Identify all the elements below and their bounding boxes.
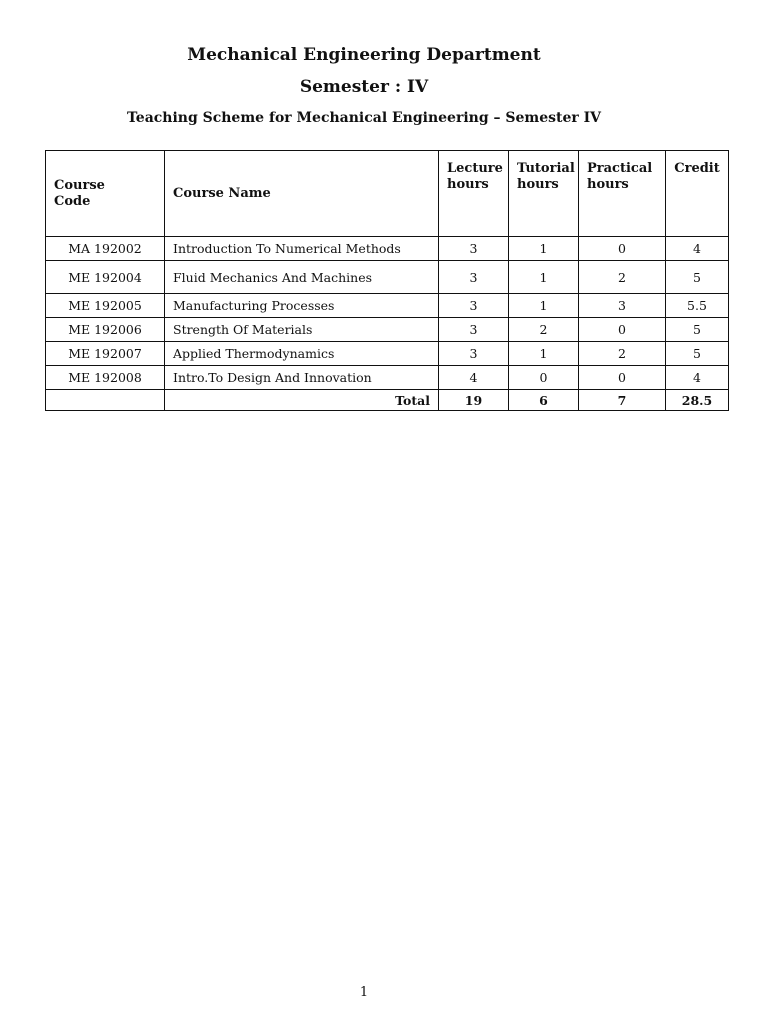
tutorial-hours: 1 [509, 261, 579, 294]
header-course-code-line2: Code [54, 193, 91, 209]
course-name: Manufacturing Processes [165, 294, 439, 318]
table-row [46, 366, 729, 390]
lecture-hours: 4 [439, 366, 509, 390]
header-lecture-line1: Lecture [447, 161, 503, 176]
tutorial-hours: 0 [509, 366, 579, 390]
table-row [46, 237, 729, 261]
department-title: Mechanical Engineering Department [187, 45, 541, 65]
course-code: ME 192005 [46, 294, 165, 318]
table-row [46, 261, 729, 294]
header-practical-hours [579, 151, 666, 237]
tutorial-hours: 1 [509, 342, 579, 366]
total-row [46, 390, 729, 411]
credit: 5 [666, 342, 729, 366]
total-empty-cell [46, 390, 165, 411]
header-tutorial-line2: hours [517, 177, 559, 192]
practical-hours: 0 [579, 366, 666, 390]
credit: 5 [666, 318, 729, 342]
header-course-name: Course Name [165, 151, 439, 237]
lecture-hours: 3 [439, 342, 509, 366]
course-code: ME 192004 [46, 261, 165, 294]
lecture-hours: 3 [439, 237, 509, 261]
lecture-hours: 3 [439, 261, 509, 294]
tutorial-hours: 1 [509, 294, 579, 318]
practical-hours: 0 [579, 237, 666, 261]
course-name: Strength Of Materials [165, 318, 439, 342]
page-number: 1 [359, 985, 369, 1000]
lecture-hours: 3 [439, 318, 509, 342]
header-tutorial-hours [509, 151, 579, 237]
credit: 4 [666, 237, 729, 261]
header-course-code [46, 151, 165, 237]
credit: 5.5 [666, 294, 729, 318]
practical-hours: 2 [579, 342, 666, 366]
total-lecture: 19 [439, 390, 509, 411]
header-credit: Credit [666, 151, 729, 237]
practical-hours: 2 [579, 261, 666, 294]
teaching-scheme-table [45, 150, 729, 411]
header-lecture-line2: hours [447, 177, 489, 192]
tutorial-hours: 1 [509, 237, 579, 261]
table-row [46, 342, 729, 366]
header-tutorial-line1: Tutorial [517, 161, 575, 176]
total-tutorial: 6 [509, 390, 579, 411]
course-code: MA 192002 [46, 237, 165, 261]
header-practical-line2: hours [587, 177, 629, 192]
course-name: Intro.To Design And Innovation [165, 366, 439, 390]
course-name: Fluid Mechanics And Machines [165, 261, 439, 294]
practical-hours: 0 [579, 318, 666, 342]
course-name: Applied Thermodynamics [165, 342, 439, 366]
course-code: ME 192007 [46, 342, 165, 366]
scheme-title: Teaching Scheme for Mechanical Engineering – Semester IV [126, 110, 602, 126]
header-practical-line1: Practical [587, 161, 653, 176]
header-lecture-hours [439, 151, 509, 237]
course-code: ME 192006 [46, 318, 165, 342]
credit: 4 [666, 366, 729, 390]
total-label: Total [165, 390, 439, 411]
total-practical: 7 [579, 390, 666, 411]
course-code: ME 192008 [46, 366, 165, 390]
credit: 5 [666, 261, 729, 294]
practical-hours: 3 [579, 294, 666, 318]
lecture-hours: 3 [439, 294, 509, 318]
total-credit: 28.5 [666, 390, 729, 411]
table-row [46, 294, 729, 318]
semester-title: Semester : IV [299, 77, 429, 97]
table-row [46, 318, 729, 342]
tutorial-hours: 2 [509, 318, 579, 342]
table-header-row [46, 151, 729, 237]
course-name: Introduction To Numerical Methods [165, 237, 439, 261]
header-course-code-line1: Course [54, 177, 105, 193]
